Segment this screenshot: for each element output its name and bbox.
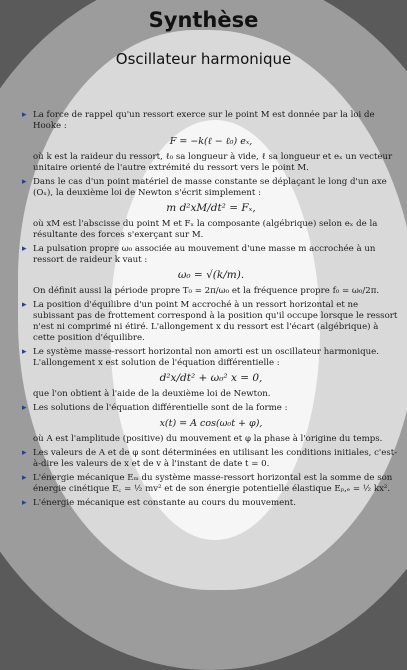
item-pulsation: ▸ La pulsation propre ω₀ associée au mouvement d'une masse m accrochée à un ressort de raideur k vaut : <box>22 244 400 266</box>
page-title: Synthèse <box>148 8 259 32</box>
item-newton: ▸ Dans le cas d'un point matériel de masse constante se déplaçant le long d'un axe (Oₓ), la deuxième loi de Newton s'écrit simplement : <box>22 177 400 199</box>
equation-newton: m d²xM/dt² = Fₓ, <box>166 202 256 214</box>
equation-oscillateur: d²x/dt² + ω₀² x = 0, <box>159 372 263 384</box>
item-oscillateur: ▸ Le système masse-ressort horizontal non amorti est un oscillateur harmonique. L'allongement x est solution de l'équation différentielle : <box>22 347 400 369</box>
item-constante: ▸ L'énergie mécanique est constante au cours du mouvement. <box>22 498 400 509</box>
item-solutions: ▸ Les solutions de l'équation différentielle sont de la forme : <box>22 403 400 414</box>
summary-content <box>22 110 400 512</box>
note-newton: où xM est l'abscisse du point M et Fₓ la composante (algébrique) selon eₓ de la résultante des forces s'exerçant sur M. <box>33 219 378 240</box>
note-hooke: où k est la raideur du ressort, ℓ₀ sa longueur à vide, ℓ sa longueur et eₓ un vecteur unitaire orienté de l'autre extrémité du ressort vers le point M. <box>33 152 393 173</box>
note-oscillateur: que l'on obtient à l'aide de la deuxième loi de Newton. <box>33 389 271 399</box>
item-valeurs: ▸ Les valeurs de A et de φ sont déterminées en utilisant les conditions initiales, c'est-à-dire les valeurs de x et de v à l'instant de date t = 0. <box>22 448 400 470</box>
item-hooke: ▸ La force de rappel qu'un ressort exerce sur le point M est donnée par la loi de Hooke : <box>22 110 400 132</box>
note-solutions: où A est l'amplitude (positive) du mouvement et φ la phase à l'origine du temps. <box>33 434 383 444</box>
page-subtitle: Oscillateur harmonique <box>115 50 292 68</box>
item-equilibre: ▸ La position d'équilibre d'un point M accroché à un ressort horizontal et ne subissant pas de frottement correspond à la position qu'il occupe lorsque le ressort n'est ni comprimé ni étiré. L'allongement x du ressort est l'écart (algébrique) à cette position d'équilibre. <box>22 300 400 344</box>
item-energie: ▸ L'énergie mécanique Eₘ du système masse-ressort horizontal est la somme de son énergie cinétique E꜀ = ½ mv² et de son énergie potentielle élastique Eₚ,ₑ = ½ kx². <box>22 473 400 495</box>
equation-pulsation: ω₀ = √(k/m). <box>177 269 245 281</box>
equation-hooke: F = −k(ℓ − ℓ₀) eₓ, <box>169 136 253 147</box>
equation-solutions: x(t) = A cos(ω₀t + φ), <box>159 418 263 429</box>
note-period: On définit aussi la période propre T₀ = 2π/ω₀ et la fréquence propre f₀ = ω₀/2π. <box>33 286 380 296</box>
